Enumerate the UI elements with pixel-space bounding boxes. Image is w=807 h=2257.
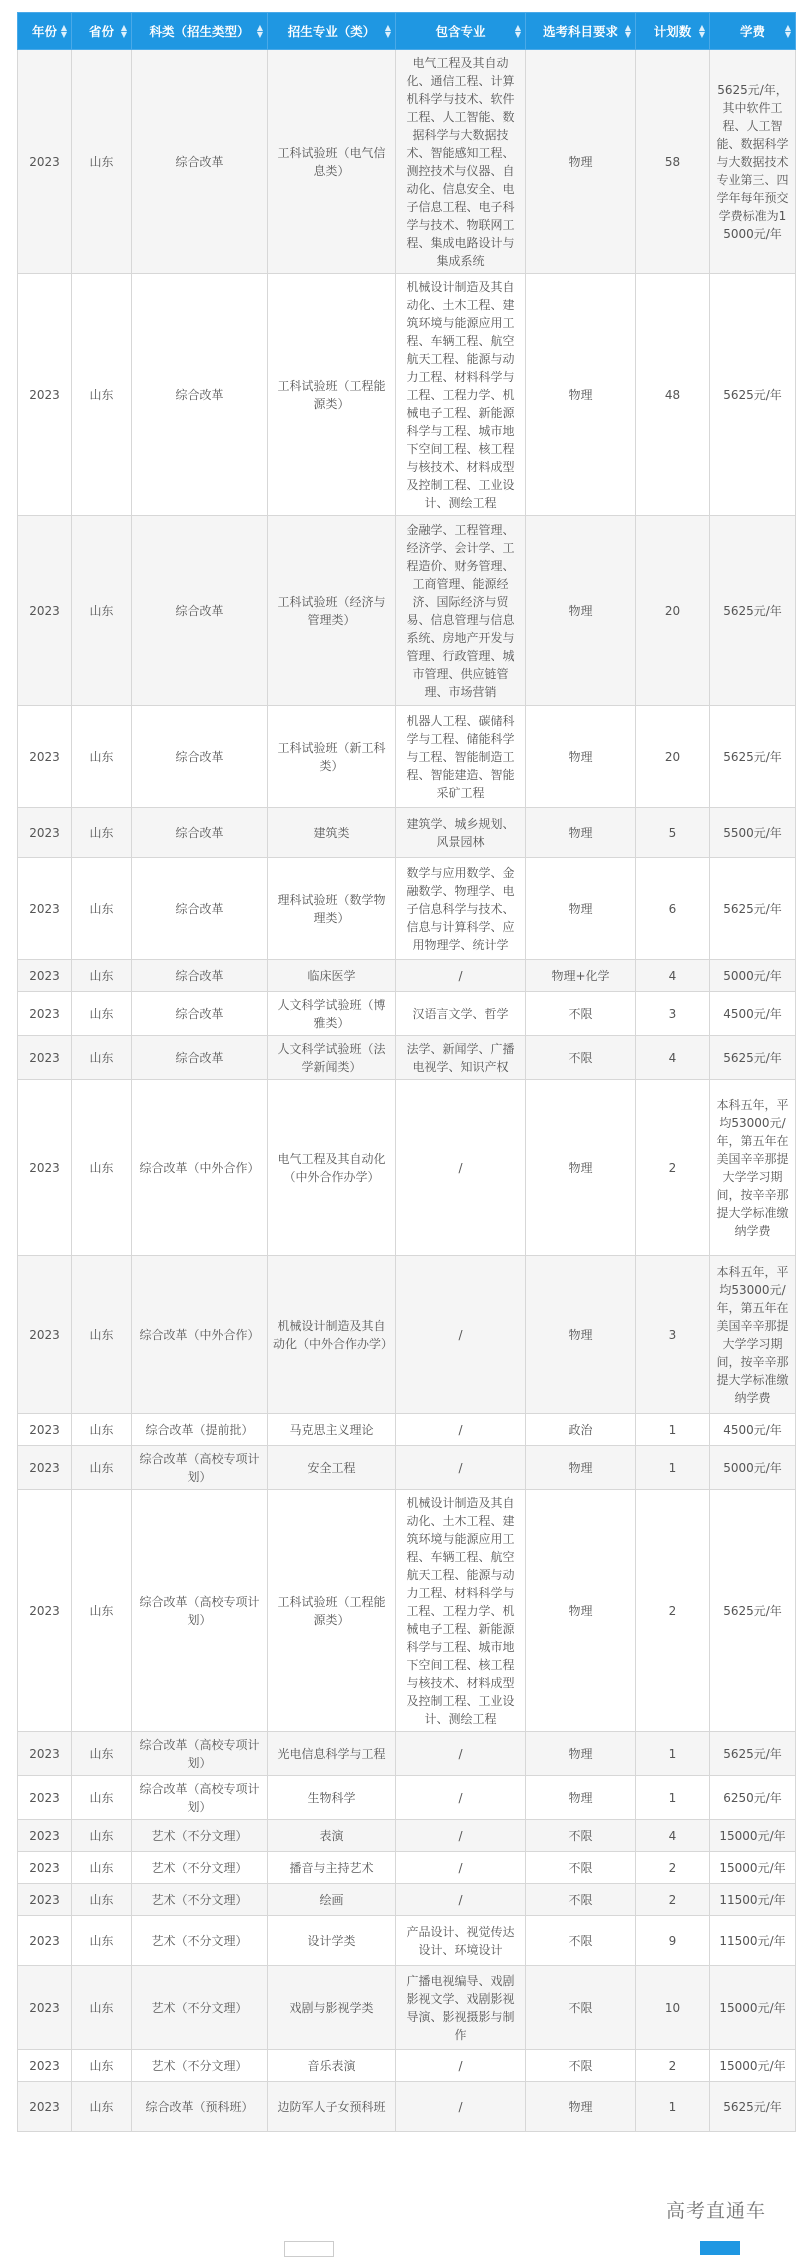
table-row xyxy=(18,1916,796,1966)
cell-province: 山东 xyxy=(72,1776,132,1820)
table-row xyxy=(18,1036,796,1080)
pagination-active[interactable] xyxy=(700,2241,740,2255)
cell-included-majors: 机器人工程、碳储科学与工程、储能科学与工程、智能制造工程、智能建造、智能采矿工程 xyxy=(396,706,526,808)
cell-plan-count: 2 xyxy=(636,1852,710,1884)
cell-plan-count: 2 xyxy=(636,1080,710,1256)
cell-subject-requirement: 不限 xyxy=(526,1966,636,2050)
header-tuition[interactable]: 学费 ▲ ▼ xyxy=(710,13,796,50)
table-row xyxy=(18,1966,796,2050)
cell-tuition: 5000元/年 xyxy=(710,1446,796,1490)
cell-included-majors: / xyxy=(396,960,526,992)
watermark-logo: 高考直通车 xyxy=(666,2200,767,2222)
table-row xyxy=(18,992,796,1036)
cell-category: 综合改革 xyxy=(132,960,268,992)
cell-major: 播音与主持艺术 xyxy=(268,1852,396,1884)
cell-plan-count: 4 xyxy=(636,960,710,992)
cell-province: 山东 xyxy=(72,858,132,960)
cell-province: 山东 xyxy=(72,706,132,808)
cell-major: 工科试验班（新工科类） xyxy=(268,706,396,808)
cell-subject-requirement: 物理 xyxy=(526,516,636,706)
cell-plan-count: 20 xyxy=(636,706,710,808)
cell-category: 艺术（不分文理） xyxy=(132,2050,268,2082)
cell-year: 2023 xyxy=(18,808,72,858)
cell-province: 山东 xyxy=(72,2082,132,2132)
cell-tuition: 5625元/年 xyxy=(710,1732,796,1776)
sort-icon[interactable]: ▲ ▼ xyxy=(698,23,705,39)
cell-category: 综合改革 xyxy=(132,516,268,706)
table-header-row xyxy=(18,13,796,50)
cell-major: 马克思主义理论 xyxy=(268,1414,396,1446)
cell-tuition: 5625元/年 xyxy=(710,706,796,808)
cell-included-majors: 金融学、工程管理、经济学、会计学、工程造价、财务管理、工商管理、能源经济、国际经济与贸易、信息管理与信息系统、房地产开发与管理、行政管理、城市管理、供应链管理、市场营销 xyxy=(396,516,526,706)
cell-plan-count: 20 xyxy=(636,516,710,706)
cell-major: 光电信息科学与工程 xyxy=(268,1732,396,1776)
header-category[interactable]: 科类（招生类型） ▲ ▼ xyxy=(132,13,268,50)
cell-province: 山东 xyxy=(72,50,132,274)
cell-subject-requirement: 物理 xyxy=(526,858,636,960)
cell-province: 山东 xyxy=(72,2050,132,2082)
header-year[interactable]: 年份 ▲ ▼ xyxy=(18,13,72,50)
cell-plan-count: 3 xyxy=(636,992,710,1036)
cell-subject-requirement: 不限 xyxy=(526,1820,636,1852)
cell-major: 理科试验班（数学物理类） xyxy=(268,858,396,960)
cell-tuition: 15000元/年 xyxy=(710,1852,796,1884)
admission-plan-table xyxy=(17,12,796,2132)
cell-major: 设计学类 xyxy=(268,1916,396,1966)
cell-plan-count: 9 xyxy=(636,1916,710,1966)
cell-province: 山东 xyxy=(72,808,132,858)
cell-tuition: 15000元/年 xyxy=(710,1820,796,1852)
cell-subject-requirement: 物理 xyxy=(526,706,636,808)
cell-year: 2023 xyxy=(18,1852,72,1884)
sort-icon[interactable]: ▲ ▼ xyxy=(624,23,631,39)
cell-major: 机械设计制造及其自动化（中外合作办学） xyxy=(268,1256,396,1414)
cell-subject-requirement: 物理 xyxy=(526,1446,636,1490)
cell-major: 人文科学试验班（法学新闻类） xyxy=(268,1036,396,1080)
table-row xyxy=(18,2082,796,2132)
cell-category: 综合改革 xyxy=(132,50,268,274)
cell-year: 2023 xyxy=(18,274,72,516)
cell-tuition: 5625元/年 xyxy=(710,858,796,960)
cell-subject-requirement: 物理 xyxy=(526,1490,636,1732)
cell-included-majors: 机械设计制造及其自动化、土木工程、建筑环境与能源应用工程、车辆工程、航空航天工程、能源与动力工程、材料科学与工程、工程力学、机械电子工程、新能源科学与工程、城市地下空间工程、核工程与核技术、材料成型及控制工程、工业设计、测绘工程 xyxy=(396,1490,526,1732)
cell-subject-requirement: 物理 xyxy=(526,1732,636,1776)
cell-category: 综合改革 xyxy=(132,706,268,808)
cell-major: 安全工程 xyxy=(268,1446,396,1490)
cell-plan-count: 1 xyxy=(636,1732,710,1776)
cell-category: 综合改革（提前批） xyxy=(132,1414,268,1446)
cell-included-majors: 机械设计制造及其自动化、土木工程、建筑环境与能源应用工程、车辆工程、航空航天工程、能源与动力工程、材料科学与工程、工程力学、机械电子工程、新能源科学与工程、城市地下空间工程、核工程与核技术、材料成型及控制工程、工业设计、测绘工程 xyxy=(396,274,526,516)
cell-plan-count: 6 xyxy=(636,858,710,960)
cell-province: 山东 xyxy=(72,1916,132,1966)
sort-icon[interactable]: ▲ ▼ xyxy=(784,23,791,39)
cell-subject-requirement: 不限 xyxy=(526,992,636,1036)
cell-subject-requirement: 不限 xyxy=(526,1036,636,1080)
cell-subject-requirement: 物理 xyxy=(526,1776,636,1820)
cell-subject-requirement: 物理+化学 xyxy=(526,960,636,992)
cell-plan-count: 5 xyxy=(636,808,710,858)
cell-major: 工科试验班（工程能源类） xyxy=(268,1490,396,1732)
cell-year: 2023 xyxy=(18,1820,72,1852)
cell-plan-count: 2 xyxy=(636,2050,710,2082)
cell-category: 综合改革 xyxy=(132,808,268,858)
cell-major: 生物科学 xyxy=(268,1776,396,1820)
cell-included-majors: 数学与应用数学、金融数学、物理学、电子信息科学与技术、信息与计算科学、应用物理学、统计学 xyxy=(396,858,526,960)
cell-year: 2023 xyxy=(18,50,72,274)
cell-plan-count: 4 xyxy=(636,1820,710,1852)
cell-year: 2023 xyxy=(18,992,72,1036)
cell-plan-count: 1 xyxy=(636,1776,710,1820)
cell-tuition: 11500元/年 xyxy=(710,1916,796,1966)
cell-category: 综合改革 xyxy=(132,274,268,516)
cell-subject-requirement: 物理 xyxy=(526,2082,636,2132)
cell-included-majors: / xyxy=(396,1256,526,1414)
cell-province: 山东 xyxy=(72,1256,132,1414)
cell-year: 2023 xyxy=(18,1256,72,1414)
table-row xyxy=(18,706,796,808)
cell-major: 工科试验班（工程能源类） xyxy=(268,274,396,516)
header-included-majors[interactable]: 包含专业 ▲ ▼ xyxy=(396,13,526,50)
header-major[interactable]: 招生专业（类） ▲ ▼ xyxy=(268,13,396,50)
cell-tuition: 本科五年，平均53000元/年，第五年在美国辛辛那提大学学习期间，按辛辛那提大学标准缴纳学费 xyxy=(710,1080,796,1256)
cell-province: 山东 xyxy=(72,1732,132,1776)
cell-major: 绘画 xyxy=(268,1884,396,1916)
cell-plan-count: 2 xyxy=(636,1490,710,1732)
cell-province: 山东 xyxy=(72,1414,132,1446)
cell-year: 2023 xyxy=(18,1966,72,2050)
cell-tuition: 15000元/年 xyxy=(710,1966,796,2050)
cell-included-majors: / xyxy=(396,1852,526,1884)
cell-province: 山东 xyxy=(72,1852,132,1884)
cell-year: 2023 xyxy=(18,2050,72,2082)
cell-subject-requirement: 不限 xyxy=(526,1916,636,1966)
cell-plan-count: 58 xyxy=(636,50,710,274)
table-row xyxy=(18,1884,796,1916)
cell-included-majors: / xyxy=(396,1080,526,1256)
cell-year: 2023 xyxy=(18,858,72,960)
cell-included-majors: / xyxy=(396,1732,526,1776)
cell-category: 综合改革（高校专项计划） xyxy=(132,1446,268,1490)
cell-category: 艺术（不分文理） xyxy=(132,1916,268,1966)
cell-tuition: 5625元/年 xyxy=(710,1490,796,1732)
cell-included-majors: / xyxy=(396,2050,526,2082)
table-row xyxy=(18,1256,796,1414)
cell-year: 2023 xyxy=(18,1414,72,1446)
header-subject-requirement[interactable]: 选考科目要求 ▲ ▼ xyxy=(526,13,636,50)
cell-year: 2023 xyxy=(18,1036,72,1080)
cell-category: 综合改革（中外合作） xyxy=(132,1256,268,1414)
cell-included-majors: / xyxy=(396,1820,526,1852)
cell-subject-requirement: 物理 xyxy=(526,1080,636,1256)
table-row xyxy=(18,1776,796,1820)
cell-plan-count: 48 xyxy=(636,274,710,516)
cell-plan-count: 4 xyxy=(636,1036,710,1080)
cell-category: 艺术（不分文理） xyxy=(132,1966,268,2050)
table-row xyxy=(18,960,796,992)
cell-major: 工科试验班（电气信息类） xyxy=(268,50,396,274)
cell-province: 山东 xyxy=(72,1080,132,1256)
table-row xyxy=(18,516,796,706)
cell-category: 艺术（不分文理） xyxy=(132,1884,268,1916)
sort-icon[interactable]: ▲ ▼ xyxy=(256,23,263,39)
sort-icon[interactable]: ▲ ▼ xyxy=(60,23,67,39)
cell-major: 电气工程及其自动化（中外合作办学） xyxy=(268,1080,396,1256)
cell-plan-count: 1 xyxy=(636,2082,710,2132)
cell-major: 表演 xyxy=(268,1820,396,1852)
table-row xyxy=(18,808,796,858)
sort-icon[interactable]: ▲ ▼ xyxy=(120,23,127,39)
cell-major: 戏剧与影视学类 xyxy=(268,1966,396,2050)
cell-province: 山东 xyxy=(72,992,132,1036)
cell-tuition: 4500元/年 xyxy=(710,992,796,1036)
cell-major: 临床医学 xyxy=(268,960,396,992)
cell-included-majors: 建筑学、城乡规划、风景园林 xyxy=(396,808,526,858)
cell-province: 山东 xyxy=(72,960,132,992)
cell-tuition: 5625元/年 xyxy=(710,2082,796,2132)
cell-subject-requirement: 政治 xyxy=(526,1414,636,1446)
cell-province: 山东 xyxy=(72,1820,132,1852)
cell-major: 音乐表演 xyxy=(268,2050,396,2082)
cell-tuition: 5625元/年 xyxy=(710,1036,796,1080)
table-row xyxy=(18,1490,796,1732)
cell-year: 2023 xyxy=(18,1080,72,1256)
table-row xyxy=(18,274,796,516)
cell-tuition: 4500元/年 xyxy=(710,1414,796,1446)
header-province[interactable]: 省份 ▲ ▼ xyxy=(72,13,132,50)
cell-year: 2023 xyxy=(18,1884,72,1916)
cell-tuition: 5625元/年 xyxy=(710,274,796,516)
header-plan-count[interactable]: 计划数 ▲ ▼ xyxy=(636,13,710,50)
cell-plan-count: 1 xyxy=(636,1446,710,1490)
cell-subject-requirement: 不限 xyxy=(526,1884,636,1916)
cell-category: 综合改革（高校专项计划） xyxy=(132,1732,268,1776)
cell-province: 山东 xyxy=(72,516,132,706)
cell-included-majors: / xyxy=(396,1414,526,1446)
table-row xyxy=(18,858,796,960)
cell-subject-requirement: 不限 xyxy=(526,1852,636,1884)
table-row xyxy=(18,1080,796,1256)
admission-table-container xyxy=(17,12,795,2132)
cell-year: 2023 xyxy=(18,1446,72,1490)
cell-tuition: 15000元/年 xyxy=(710,2050,796,2082)
cell-year: 2023 xyxy=(18,706,72,808)
cell-subject-requirement: 物理 xyxy=(526,1256,636,1414)
table-row xyxy=(18,1732,796,1776)
cell-year: 2023 xyxy=(18,960,72,992)
cell-year: 2023 xyxy=(18,516,72,706)
cell-province: 山东 xyxy=(72,1884,132,1916)
cell-year: 2023 xyxy=(18,1916,72,1966)
sort-icon[interactable]: ▲ ▼ xyxy=(514,23,521,39)
cell-included-majors: 产品设计、视觉传达设计、环境设计 xyxy=(396,1916,526,1966)
cell-year: 2023 xyxy=(18,1490,72,1732)
cell-subject-requirement: 不限 xyxy=(526,2050,636,2082)
cell-province: 山东 xyxy=(72,1036,132,1080)
cell-category: 综合改革 xyxy=(132,992,268,1036)
table-row xyxy=(18,50,796,274)
cell-year: 2023 xyxy=(18,1732,72,1776)
cell-included-majors: / xyxy=(396,1884,526,1916)
cell-major: 人文科学试验班（博雅类） xyxy=(268,992,396,1036)
table-row xyxy=(18,1446,796,1490)
cell-category: 艺术（不分文理） xyxy=(132,1820,268,1852)
table-body xyxy=(18,50,796,2132)
cell-year: 2023 xyxy=(18,2082,72,2132)
cell-plan-count: 1 xyxy=(636,1414,710,1446)
cell-plan-count: 10 xyxy=(636,1966,710,2050)
cell-subject-requirement: 物理 xyxy=(526,274,636,516)
table-row xyxy=(18,1820,796,1852)
sort-icon[interactable]: ▲ ▼ xyxy=(384,23,391,39)
cell-included-majors: 法学、新闻学、广播电视学、知识产权 xyxy=(396,1036,526,1080)
cell-province: 山东 xyxy=(72,274,132,516)
cell-major: 工科试验班（经济与管理类） xyxy=(268,516,396,706)
cell-tuition: 6250元/年 xyxy=(710,1776,796,1820)
cell-included-majors: 电气工程及其自动化、通信工程、计算机科学与技术、软件工程、人工智能、数据科学与大数据技术、智能感知工程、测控技术与仪器、自动化、信息安全、电子信息工程、电子科学与技术、物联网工程、集成电路设计与集成系统 xyxy=(396,50,526,274)
table-row xyxy=(18,1414,796,1446)
cell-subject-requirement: 物理 xyxy=(526,808,636,858)
cell-category: 综合改革（预科班） xyxy=(132,2082,268,2132)
cell-tuition: 本科五年，平均53000元/年，第五年在美国辛辛那提大学学习期间，按辛辛那提大学标准缴纳学费 xyxy=(710,1256,796,1414)
cell-category: 艺术（不分文理） xyxy=(132,1852,268,1884)
cell-included-majors: / xyxy=(396,1446,526,1490)
cell-tuition: 11500元/年 xyxy=(710,1884,796,1916)
cell-plan-count: 2 xyxy=(636,1884,710,1916)
cell-category: 综合改革（高校专项计划） xyxy=(132,1490,268,1732)
cell-year: 2023 xyxy=(18,1776,72,1820)
cell-subject-requirement: 物理 xyxy=(526,50,636,274)
table-row xyxy=(18,1852,796,1884)
cell-tuition: 5000元/年 xyxy=(710,960,796,992)
cell-tuition: 5500元/年 xyxy=(710,808,796,858)
cell-included-majors: 广播电视编导、戏剧影视文学、戏剧影视导演、影视摄影与制作 xyxy=(396,1966,526,2050)
cell-province: 山东 xyxy=(72,1966,132,2050)
cell-included-majors: 汉语言文学、哲学 xyxy=(396,992,526,1036)
cell-plan-count: 3 xyxy=(636,1256,710,1414)
pagination-box[interactable] xyxy=(284,2241,334,2257)
cell-province: 山东 xyxy=(72,1490,132,1732)
table-row xyxy=(18,2050,796,2082)
cell-major: 建筑类 xyxy=(268,808,396,858)
cell-major: 边防军人子女预科班 xyxy=(268,2082,396,2132)
cell-tuition: 5625元/年 xyxy=(710,516,796,706)
cell-included-majors: / xyxy=(396,2082,526,2132)
cell-category: 综合改革 xyxy=(132,858,268,960)
cell-tuition: 5625元/年，其中软件工程、人工智能、数据科学与大数据技术专业第三、四学年每年预交学费标准为15000元/年 xyxy=(710,50,796,274)
cell-province: 山东 xyxy=(72,1446,132,1490)
cell-category: 综合改革 xyxy=(132,1036,268,1080)
cell-category: 综合改革（高校专项计划） xyxy=(132,1776,268,1820)
cell-included-majors: / xyxy=(396,1776,526,1820)
cell-category: 综合改革（中外合作） xyxy=(132,1080,268,1256)
